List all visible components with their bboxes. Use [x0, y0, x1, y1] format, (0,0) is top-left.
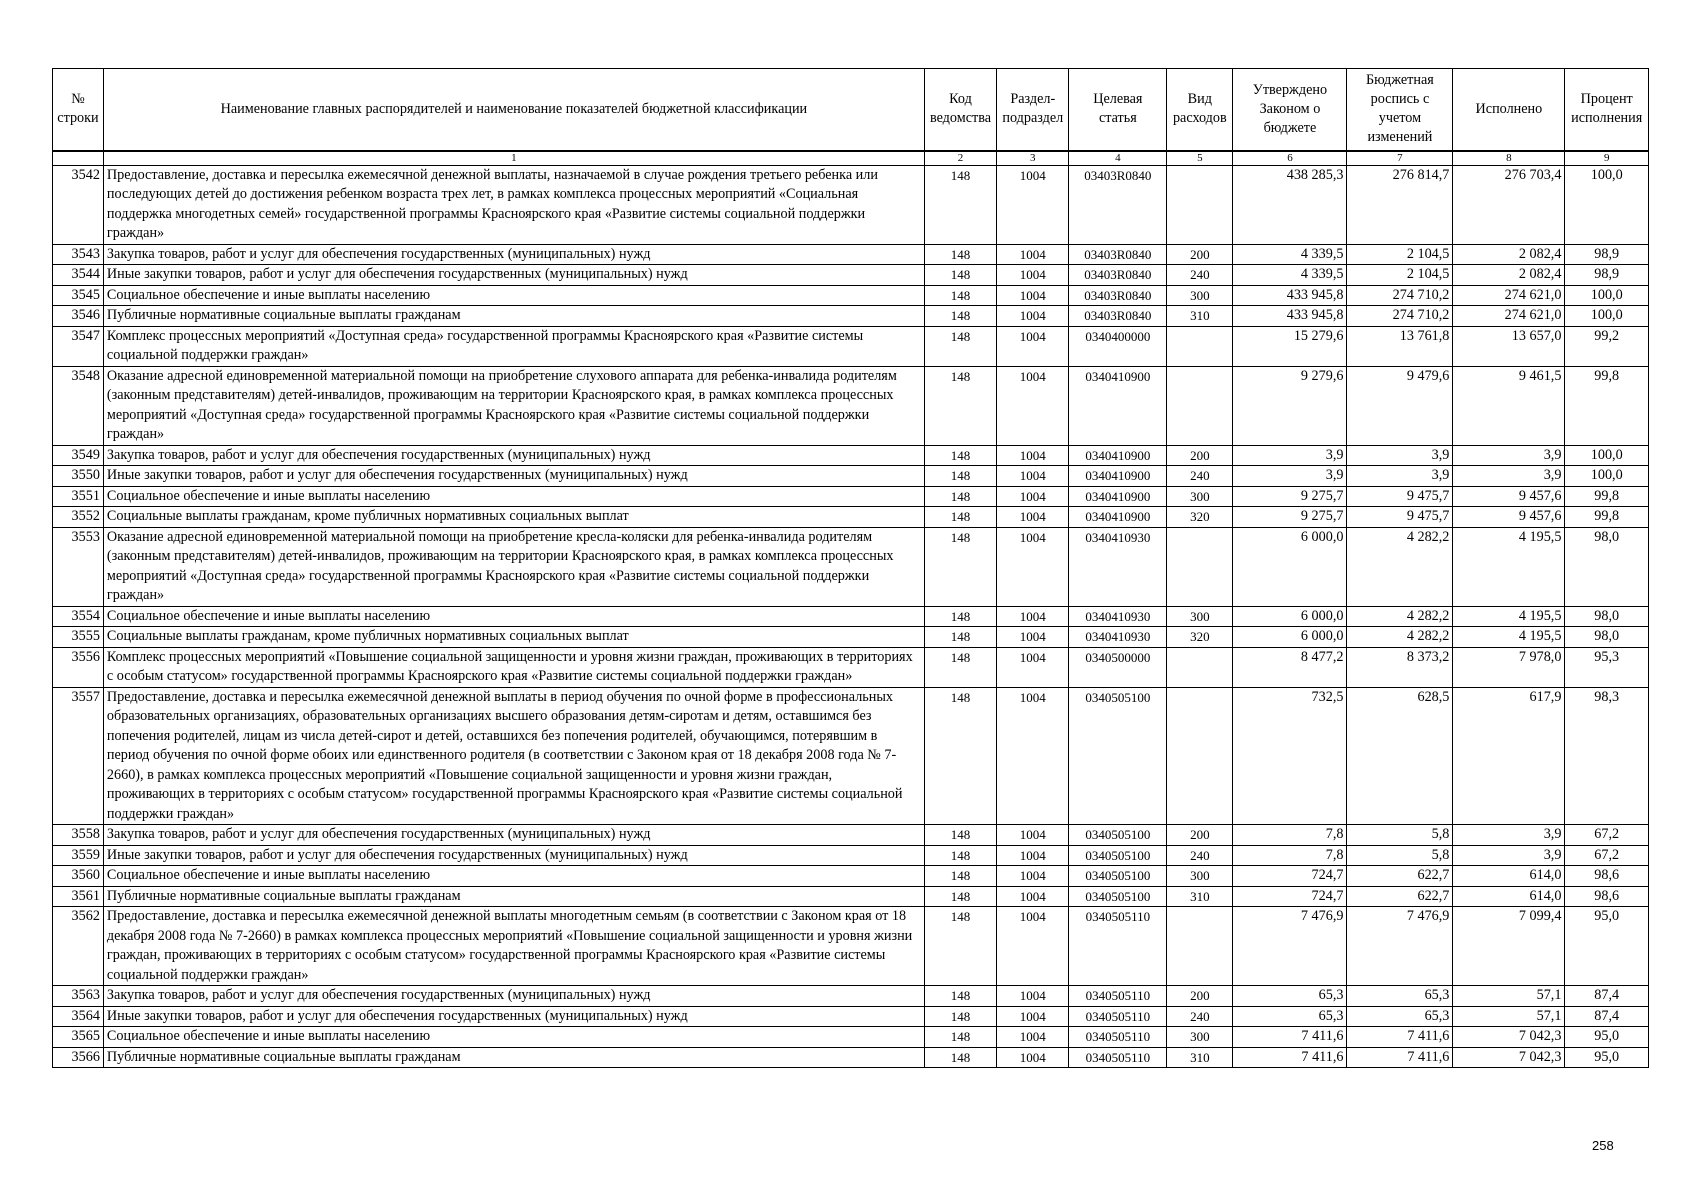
indicator-name: Социальные выплаты гражданам, кроме публичных нормативных социальных выплат: [103, 507, 924, 528]
section-code: 1004: [997, 1006, 1069, 1027]
column-number: [53, 151, 104, 166]
indicator-name: Закупка товаров, работ и услуг для обеспечения государственных (муниципальных) нужд: [103, 445, 924, 466]
column-number: 9: [1565, 151, 1649, 166]
approved-amount: 433 945,8: [1233, 306, 1347, 327]
expense-type: [1167, 326, 1233, 366]
section-code: 1004: [997, 1047, 1069, 1068]
table-row: [53, 265, 1649, 286]
header-budget-plan: Бюджетная роспись с учетом изменений: [1347, 69, 1453, 151]
execution-percent: 95,0: [1565, 1047, 1649, 1068]
target-article: 0340505110: [1069, 1027, 1167, 1048]
executed-amount: 7 978,0: [1453, 647, 1565, 687]
execution-percent: 95,0: [1565, 1027, 1649, 1048]
row-number: 3558: [53, 825, 104, 846]
department-code: 148: [924, 627, 996, 648]
execution-percent: 87,4: [1565, 986, 1649, 1007]
budget-plan-amount: 4 282,2: [1347, 606, 1453, 627]
section-code: 1004: [997, 647, 1069, 687]
indicator-name: Комплекс процессных мероприятий «Доступная среда» государственной программы Красноярского края «Развитие системы социальной поддержки граждан»: [103, 326, 924, 366]
table-row: [53, 445, 1649, 466]
approved-amount: 438 285,3: [1233, 165, 1347, 244]
approved-amount: 6 000,0: [1233, 527, 1347, 606]
header-percent: Процент исполнения: [1565, 69, 1649, 151]
executed-amount: 274 621,0: [1453, 285, 1565, 306]
execution-percent: 98,9: [1565, 244, 1649, 265]
department-code: 148: [924, 265, 996, 286]
budget-plan-amount: 65,3: [1347, 1006, 1453, 1027]
approved-amount: 15 279,6: [1233, 326, 1347, 366]
execution-percent: 98,3: [1565, 687, 1649, 825]
approved-amount: 7,8: [1233, 825, 1347, 846]
approved-amount: 65,3: [1233, 1006, 1347, 1027]
expense-type: [1167, 907, 1233, 986]
execution-percent: 100,0: [1565, 165, 1649, 244]
department-code: 148: [924, 466, 996, 487]
row-number: 3554: [53, 606, 104, 627]
row-number: 3545: [53, 285, 104, 306]
expense-type: 320: [1167, 507, 1233, 528]
table-row: [53, 486, 1649, 507]
budget-plan-amount: 4 282,2: [1347, 627, 1453, 648]
section-code: 1004: [997, 825, 1069, 846]
department-code: 148: [924, 326, 996, 366]
budget-plan-amount: 4 282,2: [1347, 527, 1453, 606]
executed-amount: 57,1: [1453, 1006, 1565, 1027]
expense-type: 240: [1167, 466, 1233, 487]
section-code: 1004: [997, 866, 1069, 887]
approved-amount: 6 000,0: [1233, 627, 1347, 648]
department-code: 148: [924, 606, 996, 627]
department-code: 148: [924, 986, 996, 1007]
execution-percent: 98,9: [1565, 265, 1649, 286]
section-code: 1004: [997, 507, 1069, 528]
expense-type: 300: [1167, 1027, 1233, 1048]
row-number: 3560: [53, 866, 104, 887]
approved-amount: 3,9: [1233, 445, 1347, 466]
section-code: 1004: [997, 986, 1069, 1007]
row-number: 3542: [53, 165, 104, 244]
indicator-name: Социальное обеспечение и иные выплаты населению: [103, 285, 924, 306]
expense-type: [1167, 366, 1233, 445]
header-section: Раздел- подраздел: [997, 69, 1069, 151]
budget-plan-amount: 274 710,2: [1347, 285, 1453, 306]
row-number: 3563: [53, 986, 104, 1007]
executed-amount: 9 457,6: [1453, 486, 1565, 507]
indicator-name: Иные закупки товаров, работ и услуг для обеспечения государственных (муниципальных) нужд: [103, 845, 924, 866]
budget-plan-amount: 5,8: [1347, 825, 1453, 846]
column-number: 6: [1233, 151, 1347, 166]
expense-type: 300: [1167, 606, 1233, 627]
budget-plan-amount: 5,8: [1347, 845, 1453, 866]
table-row: [53, 244, 1649, 265]
executed-amount: 4 195,5: [1453, 606, 1565, 627]
budget-plan-amount: 9 479,6: [1347, 366, 1453, 445]
expense-type: 200: [1167, 825, 1233, 846]
table-row: [53, 285, 1649, 306]
row-number: 3546: [53, 306, 104, 327]
table-row: [53, 1027, 1649, 1048]
execution-percent: 98,0: [1565, 527, 1649, 606]
executed-amount: 4 195,5: [1453, 527, 1565, 606]
indicator-name: Предоставление, доставка и пересылка ежемесячной денежной выплаты многодетным семьям (в соответствии с Законом края от 18 декабря 2008 года № 7-2660) в рамках комплекса процессных мероприятий «Повышение социальной защищенности и уровня жизни граждан, проживающих в территориях с особым статусом» государственной программы Красноярского края «Развитие системы социальной поддержки граждан»: [103, 907, 924, 986]
table-row: [53, 527, 1649, 606]
approved-amount: 8 477,2: [1233, 647, 1347, 687]
target-article: 0340505110: [1069, 1047, 1167, 1068]
expense-type: 310: [1167, 306, 1233, 327]
expense-type: 310: [1167, 886, 1233, 907]
execution-percent: 99,2: [1565, 326, 1649, 366]
expense-type: 320: [1167, 627, 1233, 648]
table-row: [53, 165, 1649, 244]
execution-percent: 67,2: [1565, 825, 1649, 846]
table-row: [53, 647, 1649, 687]
approved-amount: 6 000,0: [1233, 606, 1347, 627]
department-code: 148: [924, 687, 996, 825]
indicator-name: Комплекс процессных мероприятий «Повышение социальной защищенности и уровня жизни граждан, проживающих в территориях с особым статусом» государственной программы Красноярского края «Развитие системы социальной поддержки граждан»: [103, 647, 924, 687]
executed-amount: 7 042,3: [1453, 1027, 1565, 1048]
indicator-name: Социальные выплаты гражданам, кроме публичных нормативных социальных выплат: [103, 627, 924, 648]
department-code: 148: [924, 907, 996, 986]
header-expense-type: Вид расходов: [1167, 69, 1233, 151]
expense-type: 300: [1167, 285, 1233, 306]
table-row: [53, 627, 1649, 648]
section-code: 1004: [997, 907, 1069, 986]
target-article: 0340505110: [1069, 1006, 1167, 1027]
row-number: 3550: [53, 466, 104, 487]
executed-amount: 3,9: [1453, 466, 1565, 487]
header-approved: Утверждено Законом о бюджете: [1233, 69, 1347, 151]
budget-plan-amount: 274 710,2: [1347, 306, 1453, 327]
budget-plan-amount: 7 411,6: [1347, 1027, 1453, 1048]
approved-amount: 7 411,6: [1233, 1047, 1347, 1068]
indicator-name: Оказание адресной единовременной материальной помощи на приобретение слухового аппарата для ребенка-инвалида родителям (законным представителям) детей-инвалидов, проживающим на территории Красноярского края, в рамках комплекса процессных мероприятий «Доступная среда» государственной программы Красноярского края «Развитие системы социальной поддержки граждан»: [103, 366, 924, 445]
column-number: 7: [1347, 151, 1453, 166]
budget-plan-amount: 65,3: [1347, 986, 1453, 1007]
approved-amount: 732,5: [1233, 687, 1347, 825]
table-row: [53, 366, 1649, 445]
department-code: 148: [924, 306, 996, 327]
section-code: 1004: [997, 366, 1069, 445]
execution-percent: 98,0: [1565, 627, 1649, 648]
target-article: 0340410900: [1069, 366, 1167, 445]
header-target-article: Целевая статья: [1069, 69, 1167, 151]
table-row: [53, 866, 1649, 887]
row-number: 3566: [53, 1047, 104, 1068]
indicator-name: Публичные нормативные социальные выплаты гражданам: [103, 306, 924, 327]
budget-plan-amount: 7 411,6: [1347, 1047, 1453, 1068]
section-code: 1004: [997, 845, 1069, 866]
indicator-name: Иные закупки товаров, работ и услуг для обеспечения государственных (муниципальных) нужд: [103, 1006, 924, 1027]
section-code: 1004: [997, 527, 1069, 606]
row-number: 3562: [53, 907, 104, 986]
indicator-name: Публичные нормативные социальные выплаты гражданам: [103, 1047, 924, 1068]
row-number: 3564: [53, 1006, 104, 1027]
table-row: [53, 907, 1649, 986]
row-number: 3549: [53, 445, 104, 466]
expense-type: [1167, 647, 1233, 687]
section-code: 1004: [997, 244, 1069, 265]
executed-amount: 13 657,0: [1453, 326, 1565, 366]
expense-type: [1167, 527, 1233, 606]
budget-plan-amount: 9 475,7: [1347, 507, 1453, 528]
department-code: 148: [924, 1027, 996, 1048]
execution-percent: 100,0: [1565, 466, 1649, 487]
budget-plan-amount: 628,5: [1347, 687, 1453, 825]
expense-type: 300: [1167, 866, 1233, 887]
section-code: 1004: [997, 445, 1069, 466]
approved-amount: 724,7: [1233, 866, 1347, 887]
target-article: 03403R0840: [1069, 285, 1167, 306]
section-code: 1004: [997, 466, 1069, 487]
executed-amount: 9 461,5: [1453, 366, 1565, 445]
approved-amount: 7,8: [1233, 845, 1347, 866]
expense-type: 300: [1167, 486, 1233, 507]
department-code: 148: [924, 486, 996, 507]
execution-percent: 99,8: [1565, 507, 1649, 528]
header-row-number: № строки: [53, 69, 104, 151]
budget-plan-amount: 2 104,5: [1347, 265, 1453, 286]
executed-amount: 9 457,6: [1453, 507, 1565, 528]
table-row: [53, 326, 1649, 366]
column-number: 8: [1453, 151, 1565, 166]
approved-amount: 9 275,7: [1233, 507, 1347, 528]
department-code: 148: [924, 825, 996, 846]
section-code: 1004: [997, 606, 1069, 627]
executed-amount: 2 082,4: [1453, 244, 1565, 265]
executed-amount: 7 099,4: [1453, 907, 1565, 986]
section-code: 1004: [997, 165, 1069, 244]
section-code: 1004: [997, 326, 1069, 366]
execution-percent: 100,0: [1565, 445, 1649, 466]
target-article: 0340505100: [1069, 886, 1167, 907]
department-code: 148: [924, 845, 996, 866]
target-article: 0340505110: [1069, 986, 1167, 1007]
row-number: 3543: [53, 244, 104, 265]
row-number: 3556: [53, 647, 104, 687]
expense-type: 240: [1167, 845, 1233, 866]
section-code: 1004: [997, 486, 1069, 507]
department-code: 148: [924, 647, 996, 687]
table-row: [53, 606, 1649, 627]
target-article: 03403R0840: [1069, 265, 1167, 286]
target-article: 0340410930: [1069, 627, 1167, 648]
column-number: 5: [1167, 151, 1233, 166]
department-code: 148: [924, 244, 996, 265]
executed-amount: 617,9: [1453, 687, 1565, 825]
target-article: 0340505100: [1069, 687, 1167, 825]
table-row: [53, 1006, 1649, 1027]
executed-amount: 3,9: [1453, 445, 1565, 466]
expense-type: [1167, 687, 1233, 825]
indicator-name: Социальное обеспечение и иные выплаты населению: [103, 866, 924, 887]
row-number: 3552: [53, 507, 104, 528]
target-article: 0340505100: [1069, 825, 1167, 846]
indicator-name: Иные закупки товаров, работ и услуг для обеспечения государственных (муниципальных) нужд: [103, 466, 924, 487]
approved-amount: 724,7: [1233, 886, 1347, 907]
approved-amount: 7 476,9: [1233, 907, 1347, 986]
executed-amount: 276 703,4: [1453, 165, 1565, 244]
department-code: 148: [924, 366, 996, 445]
target-article: 0340505100: [1069, 845, 1167, 866]
row-number: 3559: [53, 845, 104, 866]
executed-amount: 274 621,0: [1453, 306, 1565, 327]
column-number: 2: [924, 151, 996, 166]
indicator-name: Закупка товаров, работ и услуг для обеспечения государственных (муниципальных) нужд: [103, 244, 924, 265]
column-number: 3: [997, 151, 1069, 166]
section-code: 1004: [997, 306, 1069, 327]
table-row: [53, 1047, 1649, 1068]
approved-amount: 433 945,8: [1233, 285, 1347, 306]
department-code: 148: [924, 886, 996, 907]
department-code: 148: [924, 165, 996, 244]
column-number: 4: [1069, 151, 1167, 166]
executed-amount: 4 195,5: [1453, 627, 1565, 648]
budget-plan-amount: 7 476,9: [1347, 907, 1453, 986]
budget-plan-amount: 622,7: [1347, 866, 1453, 887]
header-name: Наименование главных распорядителей и наименование показателей бюджетной классификации: [103, 69, 924, 151]
row-number: 3555: [53, 627, 104, 648]
execution-percent: 95,0: [1565, 907, 1649, 986]
execution-percent: 95,3: [1565, 647, 1649, 687]
indicator-name: Предоставление, доставка и пересылка ежемесячной денежной выплаты в период обучения по очной форме в профессиональных образовательных организациях, образовательных организациях высшего образования детям-сиротам и детям, оставшимся без попечения родителей, лицам из числа детей-сирот и детей, оставшихся без попечения родителей, обучающимся, потерявшим в период обучения по очной форме обоих или единственного родителя (в соответствии с Законом края от 18 декабря 2008 года № 7-2660), в рамках комплекса процессных мероприятий «Повышение социальной защищенности и уровня жизни граждан, проживающих в территориях с особым статусом» государственной программы Красноярского края «Развитие системы социальной поддержки граждан»: [103, 687, 924, 825]
budget-plan-amount: 9 475,7: [1347, 486, 1453, 507]
target-article: 0340400000: [1069, 326, 1167, 366]
department-code: 148: [924, 1006, 996, 1027]
budget-plan-amount: 3,9: [1347, 445, 1453, 466]
approved-amount: 9 275,7: [1233, 486, 1347, 507]
indicator-name: Социальное обеспечение и иные выплаты населению: [103, 606, 924, 627]
executed-amount: 614,0: [1453, 866, 1565, 887]
table-row: [53, 845, 1649, 866]
target-article: 0340500000: [1069, 647, 1167, 687]
expense-type: 200: [1167, 986, 1233, 1007]
section-code: 1004: [997, 1027, 1069, 1048]
table-row: [53, 886, 1649, 907]
indicator-name: Предоставление, доставка и пересылка ежемесячной денежной выплаты, назначаемой в случае рождения третьего ребенка или последующих детей до достижения ребенком возраста трех лет, в рамках комплекса процессных мероприятий «Социальная поддержка многодетных семей» государственной программы Красноярского края «Развитие системы социальной поддержки граждан»: [103, 165, 924, 244]
target-article: 0340410900: [1069, 507, 1167, 528]
target-article: 0340410900: [1069, 486, 1167, 507]
table-row: [53, 306, 1649, 327]
target-article: 0340410930: [1069, 606, 1167, 627]
section-code: 1004: [997, 687, 1069, 825]
indicator-name: Закупка товаров, работ и услуг для обеспечения государственных (муниципальных) нужд: [103, 986, 924, 1007]
execution-percent: 87,4: [1565, 1006, 1649, 1027]
column-number: 1: [103, 151, 924, 166]
target-article: 0340505110: [1069, 907, 1167, 986]
executed-amount: 2 082,4: [1453, 265, 1565, 286]
target-article: 0340410900: [1069, 466, 1167, 487]
indicator-name: Закупка товаров, работ и услуг для обеспечения государственных (муниципальных) нужд: [103, 825, 924, 846]
table-row: [53, 466, 1649, 487]
approved-amount: 4 339,5: [1233, 265, 1347, 286]
execution-percent: 100,0: [1565, 285, 1649, 306]
expense-type: 200: [1167, 445, 1233, 466]
section-code: 1004: [997, 265, 1069, 286]
execution-percent: 98,6: [1565, 866, 1649, 887]
budget-plan-amount: 276 814,7: [1347, 165, 1453, 244]
header-department-code: Код ведомства: [924, 69, 996, 151]
indicator-name: Социальное обеспечение и иные выплаты населению: [103, 486, 924, 507]
executed-amount: 3,9: [1453, 845, 1565, 866]
row-number: 3547: [53, 326, 104, 366]
row-number: 3557: [53, 687, 104, 825]
target-article: 0340505100: [1069, 866, 1167, 887]
executed-amount: 7 042,3: [1453, 1047, 1565, 1068]
target-article: 0340410900: [1069, 445, 1167, 466]
target-article: 03403R0840: [1069, 165, 1167, 244]
row-number: 3561: [53, 886, 104, 907]
execution-percent: 98,6: [1565, 886, 1649, 907]
approved-amount: 9 279,6: [1233, 366, 1347, 445]
executed-amount: 3,9: [1453, 825, 1565, 846]
budget-execution-table: [52, 68, 1649, 1068]
page-number: 258: [1592, 1138, 1614, 1153]
department-code: 148: [924, 1047, 996, 1068]
indicator-name: Оказание адресной единовременной материальной помощи на приобретение кресла-коляски для ребенка-инвалида родителям (законным представителям) детей-инвалидов, проживающим на территории Красноярского края, в рамках комплекса процессных мероприятий «Доступная среда» государственной программы Красноярского края «Развитие системы социальной поддержки граждан»: [103, 527, 924, 606]
executed-amount: 614,0: [1453, 886, 1565, 907]
budget-plan-amount: 3,9: [1347, 466, 1453, 487]
target-article: 0340410930: [1069, 527, 1167, 606]
table-row: [53, 687, 1649, 825]
approved-amount: 7 411,6: [1233, 1027, 1347, 1048]
execution-percent: 98,0: [1565, 606, 1649, 627]
execution-percent: 100,0: [1565, 306, 1649, 327]
budget-plan-amount: 13 761,8: [1347, 326, 1453, 366]
indicator-name: Социальное обеспечение и иные выплаты населению: [103, 1027, 924, 1048]
execution-percent: 99,8: [1565, 486, 1649, 507]
department-code: 148: [924, 866, 996, 887]
section-code: 1004: [997, 285, 1069, 306]
header-executed: Исполнено: [1453, 69, 1565, 151]
row-number: 3544: [53, 265, 104, 286]
expense-type: 200: [1167, 244, 1233, 265]
budget-plan-amount: 622,7: [1347, 886, 1453, 907]
approved-amount: 4 339,5: [1233, 244, 1347, 265]
row-number: 3553: [53, 527, 104, 606]
department-code: 148: [924, 507, 996, 528]
execution-percent: 99,8: [1565, 366, 1649, 445]
execution-percent: 67,2: [1565, 845, 1649, 866]
budget-plan-amount: 2 104,5: [1347, 244, 1453, 265]
target-article: 03403R0840: [1069, 306, 1167, 327]
section-code: 1004: [997, 627, 1069, 648]
department-code: 148: [924, 445, 996, 466]
table-body: [53, 165, 1649, 1068]
executed-amount: 57,1: [1453, 986, 1565, 1007]
budget-plan-amount: 8 373,2: [1347, 647, 1453, 687]
section-code: 1004: [997, 886, 1069, 907]
row-number: 3548: [53, 366, 104, 445]
table-header: [53, 69, 1649, 166]
approved-amount: 65,3: [1233, 986, 1347, 1007]
table-row: [53, 986, 1649, 1007]
expense-type: [1167, 165, 1233, 244]
row-number: 3565: [53, 1027, 104, 1048]
target-article: 03403R0840: [1069, 244, 1167, 265]
row-number: 3551: [53, 486, 104, 507]
indicator-name: Публичные нормативные социальные выплаты гражданам: [103, 886, 924, 907]
expense-type: 240: [1167, 265, 1233, 286]
table-row: [53, 825, 1649, 846]
table-row: [53, 507, 1649, 528]
approved-amount: 3,9: [1233, 466, 1347, 487]
department-code: 148: [924, 527, 996, 606]
indicator-name: Иные закупки товаров, работ и услуг для обеспечения государственных (муниципальных) нужд: [103, 265, 924, 286]
expense-type: 310: [1167, 1047, 1233, 1068]
expense-type: 240: [1167, 1006, 1233, 1027]
department-code: 148: [924, 285, 996, 306]
